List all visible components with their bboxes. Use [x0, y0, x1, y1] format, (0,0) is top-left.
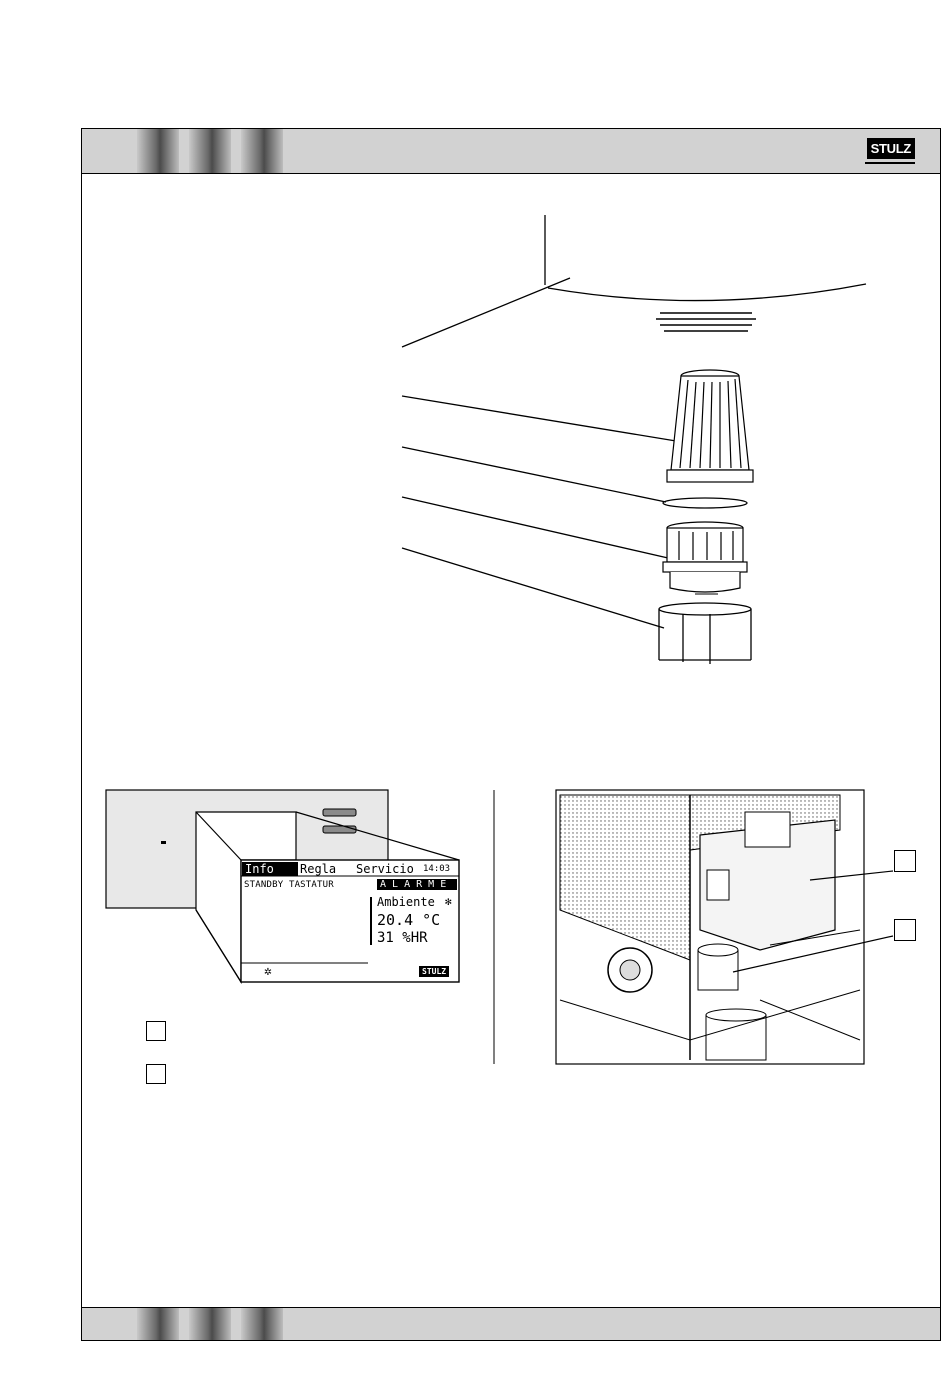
panel-led	[161, 841, 166, 844]
fan-footer-icon: ✲	[264, 964, 272, 979]
leader-line-3	[402, 447, 666, 502]
lcd-footer-logo: STULZ	[419, 966, 449, 977]
lcd-menu-servicio: Servicio	[356, 862, 414, 876]
lcd-menu-regla: Regla	[300, 862, 337, 876]
unit-illustration	[556, 790, 893, 1064]
legend-box-2	[146, 1064, 166, 1084]
filter-housing	[659, 603, 751, 664]
lcd-sensor-label: Ambiente	[377, 895, 435, 909]
panel-slot-1	[323, 809, 356, 816]
brand-logo: STULZ	[867, 138, 915, 159]
leader-line-4	[402, 497, 668, 558]
lcd-humidity: 31 %HR	[377, 930, 428, 946]
lcd-alarm-label: A L A R M E	[377, 879, 457, 890]
callout-box-2	[894, 919, 916, 941]
threaded-nut	[663, 522, 747, 592]
callout-box-1	[894, 850, 916, 872]
panel-slot-2	[323, 826, 356, 833]
legend-box-1	[146, 1021, 166, 1041]
leader-line-5	[402, 548, 664, 628]
thread-stub	[656, 313, 756, 331]
lcd-temperature: 20.4 °C	[377, 911, 441, 929]
leader-line-1	[402, 278, 570, 347]
lcd-status-line: STANDBY TASTATUR	[244, 880, 334, 890]
leader-line-2	[402, 396, 676, 441]
lcd-menu-info: Info	[242, 862, 298, 876]
fan-icon: ✻	[445, 895, 452, 908]
o-ring	[663, 498, 747, 508]
lcd-clock: 14:03	[423, 864, 451, 874]
filter-cone	[667, 370, 753, 482]
